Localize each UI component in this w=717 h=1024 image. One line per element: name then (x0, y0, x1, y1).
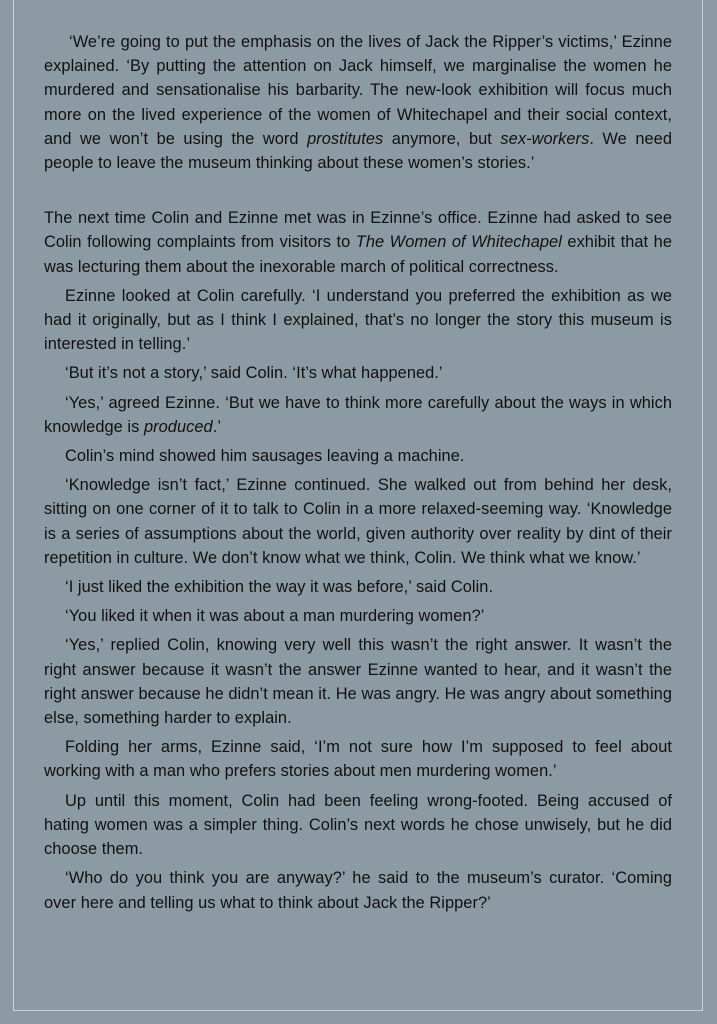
paragraph (44, 789, 672, 862)
text-run: Folding her arms, Ezinne said, ‘I’m not sure how I’m supposed to feel about working with a man who prefers stories about men murdering women.’ (44, 738, 672, 781)
paragraph (44, 735, 672, 783)
text-run: ‘Knowledge isn’t fact,’ Ezinne continued. She walked out from behind her desk, sitting on one corner of it to talk to Colin in a more relaxed-seeming way. ‘Knowledge is a series of assumptions about the world, given authority over reality by dint of their repetition in culture. We don’t know what we think, Colin. We think what we know.’ (44, 476, 672, 567)
paragraph (44, 633, 672, 730)
text-run: . We need people to leave the museum thinking about these women’s stories.’ (44, 129, 672, 173)
text-run: Ezinne looked at Colin carefully. ‘I understand you preferred the exhibition as we had it originally, but as I think I explained, that’s no longer the story this museum is interested in telling.’ (44, 286, 672, 354)
text-run: ‘You liked it when it was about a man murdering women?’ (65, 607, 485, 626)
text-run: The next time Colin and Ezinne met was in Ezinne’s office. Ezinne had asked to see Colin following complaints from visitors to (44, 209, 672, 252)
paragraph (44, 604, 672, 628)
paragraph (44, 284, 672, 357)
text-run: ‘We’re going to put the emphasis on the lives of Jack the Ripper’s victims,’ Ezinne explained. ‘By putting the attention on Jack himself, we marginalise the women he murdered and sensationalise his barbarity. The new-look exhibition will focus much more on the lived experience of the women of Whitechapel and their social context, and we won’t be using the word (44, 33, 672, 148)
text-run: ‘I just liked the exhibition the way it was before,’ said Colin. (65, 578, 494, 597)
text-run: ‘Yes,’ replied Colin, knowing very well this wasn’t the right answer. It wasn’t the right answer because it wasn’t the answer Ezinne wanted to hear, and it wasn’t the right answer because he didn’t mean it. He was angry. He was angry about something else, something harder to explain. (44, 636, 672, 728)
text-run: ‘Who do you think you are anyway?’ he said to the museum’s curator. ‘Coming over here and telling us what to think about Jack the Ripper?’ (44, 869, 672, 912)
text-run: exhibit that he was lecturing them about the inexorable march of political correctness. (44, 233, 672, 276)
paragraph (44, 206, 672, 279)
paragraph (44, 361, 672, 385)
paragraph (44, 391, 672, 439)
text-run: Up until this moment, Colin had been feeling wrong-footed. Being accused of hating women was a simpler thing. Colin’s next words he chose unwisely, but he did choose them. (44, 791, 672, 859)
text-run: anymore, but (383, 129, 501, 148)
paragraph (44, 444, 672, 468)
text-run: ‘Yes,’ agreed Ezinne. ‘But we have to think more carefully about the ways in which knowledge is (44, 393, 672, 436)
paragraph (44, 575, 672, 599)
paragraph (44, 473, 672, 570)
italic-text: The Women of Whitechapel (355, 233, 562, 252)
italic-text: prostitutes (307, 129, 384, 148)
text-run: ‘But it’s not a story,’ said Colin. ‘It’s what happened.’ (65, 364, 443, 383)
italic-text: produced (143, 417, 213, 436)
paragraph (44, 866, 672, 914)
text-run: .’ (212, 417, 222, 436)
paragraph (44, 30, 672, 175)
story-text (44, 30, 672, 920)
text-run: Colin’s mind showed him sausages leaving a machine. (65, 447, 465, 466)
italic-text: sex-workers (500, 129, 590, 148)
